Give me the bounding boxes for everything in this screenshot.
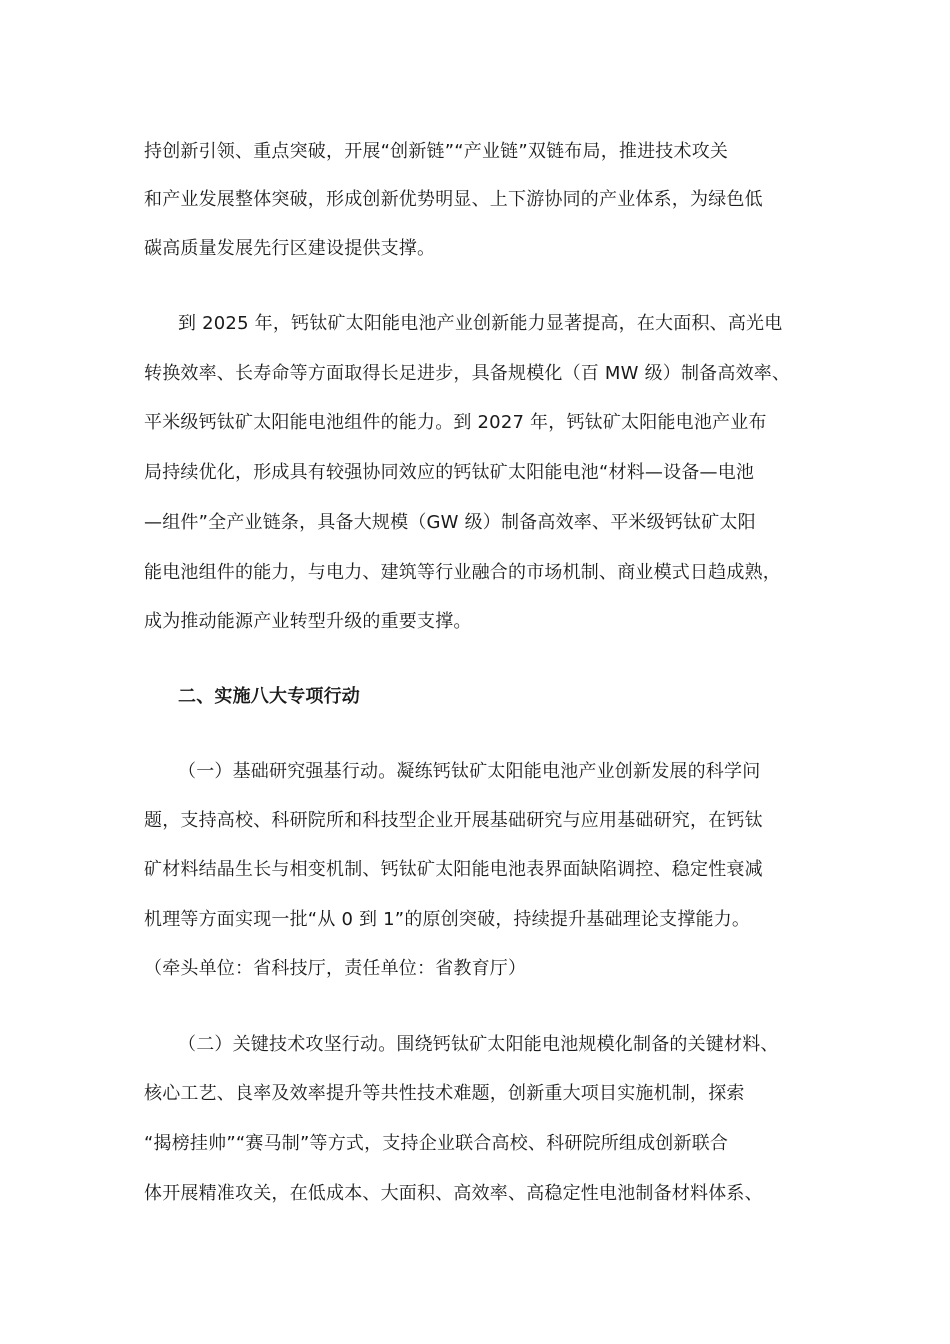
paragraph-line: —组件”全产业链条，具备大规模（GW 级）制备高效率、平米级钙钛矿太阳 [144,512,756,533]
paragraph-line: 转换效率、长寿命等方面取得长足进步，具备规模化（百 MW 级）制备高效率、 [144,363,791,384]
paragraph-line: 到 2025 年，钙钛矿太阳能电池产业创新能力显著提高，在大面积、高光电 [178,313,783,334]
paragraph-line: （牵头单位：省科技厅，责任单位：省教育厅） [144,958,527,979]
paragraph-line: 能电池组件的能力，与电力、建筑等行业融合的市场机制、商业模式日趋成熟， [144,562,781,583]
paragraph-line: 题，支持高校、科研院所和科技型企业开展基础研究与应用基础研究，在钙钛 [144,810,763,831]
paragraph-line: 平米级钙钛矿太阳能电池组件的能力。到 2027 年，钙钛矿太阳能电池产业布 [144,412,767,433]
paragraph-line: 成为推动能源产业转型升级的重要支撑。 [144,611,472,632]
paragraph-line: 体开展精准攻关，在低成本、大面积、高效率、高稳定性电池制备材料体系、 [144,1183,763,1204]
paragraph-line: （一）基础研究强基行动。凝练钙钛矿太阳能电池产业创新发展的科学问 [178,761,761,782]
paragraph-line: “揭榜挂帅”“赛马制”等方式，支持企业联合高校、科研院所组成创新联合 [144,1133,729,1154]
paragraph-line: 局持续优化，形成具有较强协同效应的钙钛矿太阳能电池“材料—设备—电池 [144,462,755,483]
paragraph-line: （二）关键技术攻坚行动。围绕钙钛矿太阳能电池规模化制备的关键材料、 [178,1034,779,1055]
paragraph-line: 持创新引领、重点突破，开展“创新链”“产业链”双链布局，推进技术攻关 [144,141,729,162]
paragraph-line: 矿材料结晶生长与相变机制、钙钛矿太阳能电池表界面缺陷调控、稳定性衰减 [144,859,763,880]
paragraph-line: 核心工艺、良率及效率提升等共性技术难题，创新重大项目实施机制，探索 [144,1083,745,1104]
section-heading: 二、实施八大专项行动 [178,686,360,707]
paragraph-line: 碳高质量发展先行区建设提供支撑。 [144,238,436,259]
paragraph-line: 和产业发展整体突破，形成创新优势明显、上下游协同的产业体系，为绿色低 [144,189,763,210]
paragraph-line: 机理等方面实现一批“从 0 到 1”的原创突破，持续提升基础理论支撑能力。 [144,909,751,930]
